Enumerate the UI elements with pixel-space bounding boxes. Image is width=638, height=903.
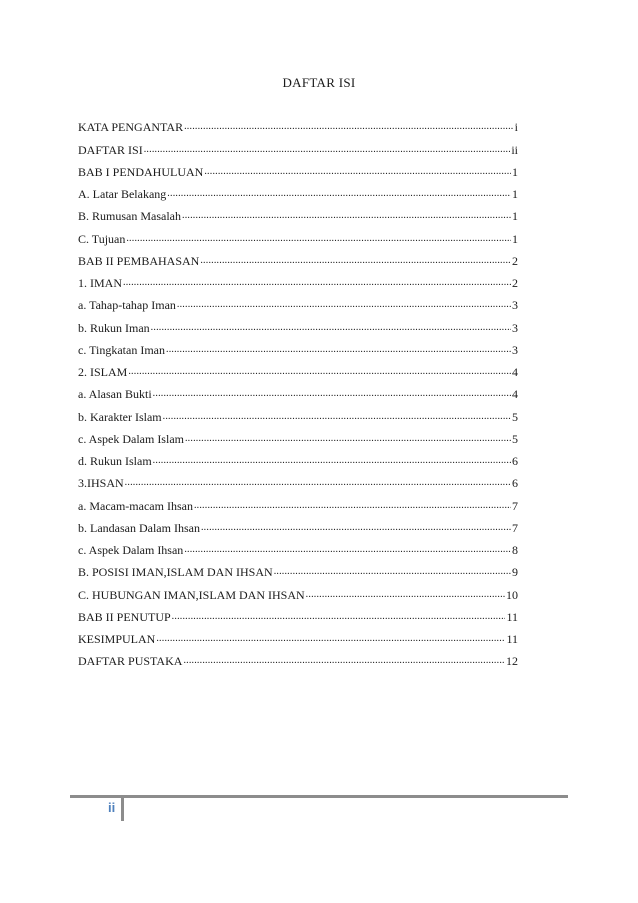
toc-entry[interactable] — [78, 268, 518, 290]
toc-entry[interactable] — [78, 535, 518, 557]
toc-entry-page-number: 10 — [506, 587, 518, 602]
toc-entry[interactable] — [78, 246, 518, 268]
toc-entry[interactable] — [78, 624, 518, 646]
toc-entry[interactable] — [78, 335, 518, 357]
toc-entry-page-number: 5 — [512, 409, 518, 424]
toc-entry-label: b. Rukun Iman — [78, 320, 150, 335]
toc-entry-label: a. Tahap-tahap Iman — [78, 298, 176, 313]
toc-entry-page-number: i — [514, 120, 518, 135]
toc-entry-label: c. Tingkatan Iman — [78, 342, 165, 357]
toc-dot-leader — [151, 321, 511, 335]
toc-entry-page-number: 5 — [512, 431, 518, 446]
toc-entry[interactable] — [78, 646, 518, 668]
toc-dot-leader — [123, 276, 511, 290]
toc-dot-leader — [128, 365, 511, 379]
toc-dot-leader — [125, 476, 511, 490]
toc-entry-label: a. Alasan Bukti — [78, 387, 152, 402]
toc-entry[interactable] — [78, 157, 518, 179]
toc-entry[interactable] — [78, 513, 518, 535]
toc-entry-label: DAFTAR ISI — [78, 142, 143, 157]
toc-entry[interactable] — [78, 312, 518, 334]
toc-dot-leader — [204, 165, 511, 179]
toc-dot-leader — [153, 387, 511, 401]
toc-entry-label: C. Tujuan — [78, 231, 126, 246]
toc-entry-page-number: 8 — [512, 543, 518, 557]
toc-entry[interactable] — [78, 401, 518, 423]
page-title: DAFTAR ISI — [282, 75, 356, 90]
toc-entry-label: A. Latar Belakang — [78, 187, 167, 201]
toc-entry-page-number: 3 — [512, 342, 518, 357]
toc-entry-page-number: 2 — [512, 253, 518, 268]
toc-dot-leader — [185, 432, 511, 446]
toc-dot-leader — [183, 654, 505, 668]
toc-entry[interactable] — [78, 602, 518, 624]
toc-entry[interactable] — [78, 446, 518, 468]
toc-entry[interactable] — [78, 357, 518, 379]
toc-entry-page-number: 2 — [512, 276, 518, 290]
toc-entry-page-number: 1 — [512, 231, 518, 246]
toc-entry-page-number: 3 — [512, 298, 518, 313]
toc-entry-page-number: 1 — [512, 209, 518, 224]
toc-dot-leader — [306, 588, 505, 602]
toc-entry-label: DAFTAR PUSTAKA — [78, 654, 183, 669]
toc-entry[interactable] — [78, 579, 518, 601]
toc-dot-leader — [201, 521, 511, 535]
toc-entry-label: d. Rukun Islam — [78, 454, 152, 468]
toc-dot-leader — [144, 143, 511, 157]
toc-entry-label: BAB I PENDAHULUAN — [78, 164, 204, 179]
toc-entry-page-number: ii — [511, 142, 518, 157]
toc-dot-leader — [194, 499, 511, 513]
toc-dot-leader — [156, 632, 505, 646]
toc-entry-label: c. Aspek Dalam Islam — [78, 431, 184, 446]
toc-entry-label: b. Landasan Dalam Ihsan — [78, 520, 200, 535]
toc-entry[interactable] — [78, 557, 518, 579]
toc-dot-leader — [177, 298, 511, 312]
toc-entry[interactable] — [78, 223, 518, 245]
toc-entry[interactable] — [78, 468, 518, 490]
toc-entry-label: 3.IHSAN — [78, 476, 124, 491]
toc-entry[interactable] — [78, 134, 518, 156]
toc-entry-page-number: 7 — [512, 520, 518, 535]
toc-entry[interactable] — [78, 112, 518, 134]
toc-dot-leader — [126, 232, 511, 246]
toc-entry-label: B. Rumusan Masalah — [78, 209, 181, 224]
toc-entry-label: 2. ISLAM — [78, 365, 128, 379]
toc-dot-leader — [184, 120, 514, 134]
toc-dot-leader — [200, 254, 511, 268]
toc-entry-page-number: 9 — [512, 565, 518, 580]
toc-entry-label: KESIMPULAN — [78, 632, 156, 646]
toc-entry-page-number: 6 — [512, 454, 518, 468]
toc-entry-page-number: 6 — [512, 476, 518, 491]
toc-entry[interactable] — [78, 379, 518, 401]
toc-dot-leader — [182, 209, 511, 223]
toc-dot-leader — [172, 610, 506, 624]
footer-page-number: ii — [108, 800, 116, 815]
toc-entry-label: b. Karakter Islam — [78, 409, 162, 424]
toc-dot-leader — [184, 543, 511, 557]
toc-entry[interactable] — [78, 490, 518, 512]
toc-entry-label: c. Aspek Dalam Ihsan — [78, 543, 184, 557]
toc-entry[interactable] — [78, 179, 518, 201]
toc-entry-label: a. Macam-macam Ihsan — [78, 498, 193, 513]
toc-entry[interactable] — [78, 424, 518, 446]
toc-entry-label: C. HUBUNGAN IMAN,ISLAM DAN IHSAN — [78, 587, 305, 602]
toc-dot-leader — [167, 187, 511, 201]
toc-dot-leader — [274, 565, 511, 579]
toc-entry-page-number: 11 — [506, 609, 518, 624]
toc-entry-label: BAB II PENUTUP — [78, 609, 171, 624]
toc-entry-page-number: 4 — [512, 387, 518, 402]
toc-entry-page-number: 11 — [506, 632, 518, 646]
toc-entry-page-number: 3 — [512, 320, 518, 335]
toc-entry-page-number: 4 — [512, 365, 518, 379]
toc-entry-page-number: 1 — [512, 164, 518, 179]
toc-entry-page-number: 1 — [512, 187, 518, 201]
table-of-contents — [78, 112, 518, 668]
toc-entry-page-number: 7 — [512, 498, 518, 513]
toc-entry[interactable] — [78, 290, 518, 312]
toc-entry-label: 1. IMAN — [78, 276, 122, 290]
toc-entry-label: B. POSISI IMAN,ISLAM DAN IHSAN — [78, 565, 273, 580]
toc-entry-page-number: 12 — [506, 654, 518, 669]
toc-entry-label: KATA PENGANTAR — [78, 120, 184, 135]
toc-dot-leader — [153, 454, 511, 468]
toc-dot-leader — [163, 410, 511, 424]
footer-divider — [70, 795, 568, 798]
footer-vertical-bar — [121, 797, 124, 821]
toc-entry-label: BAB II PEMBAHASAN — [78, 253, 200, 268]
toc-dot-leader — [166, 343, 511, 357]
toc-entry[interactable] — [78, 201, 518, 223]
